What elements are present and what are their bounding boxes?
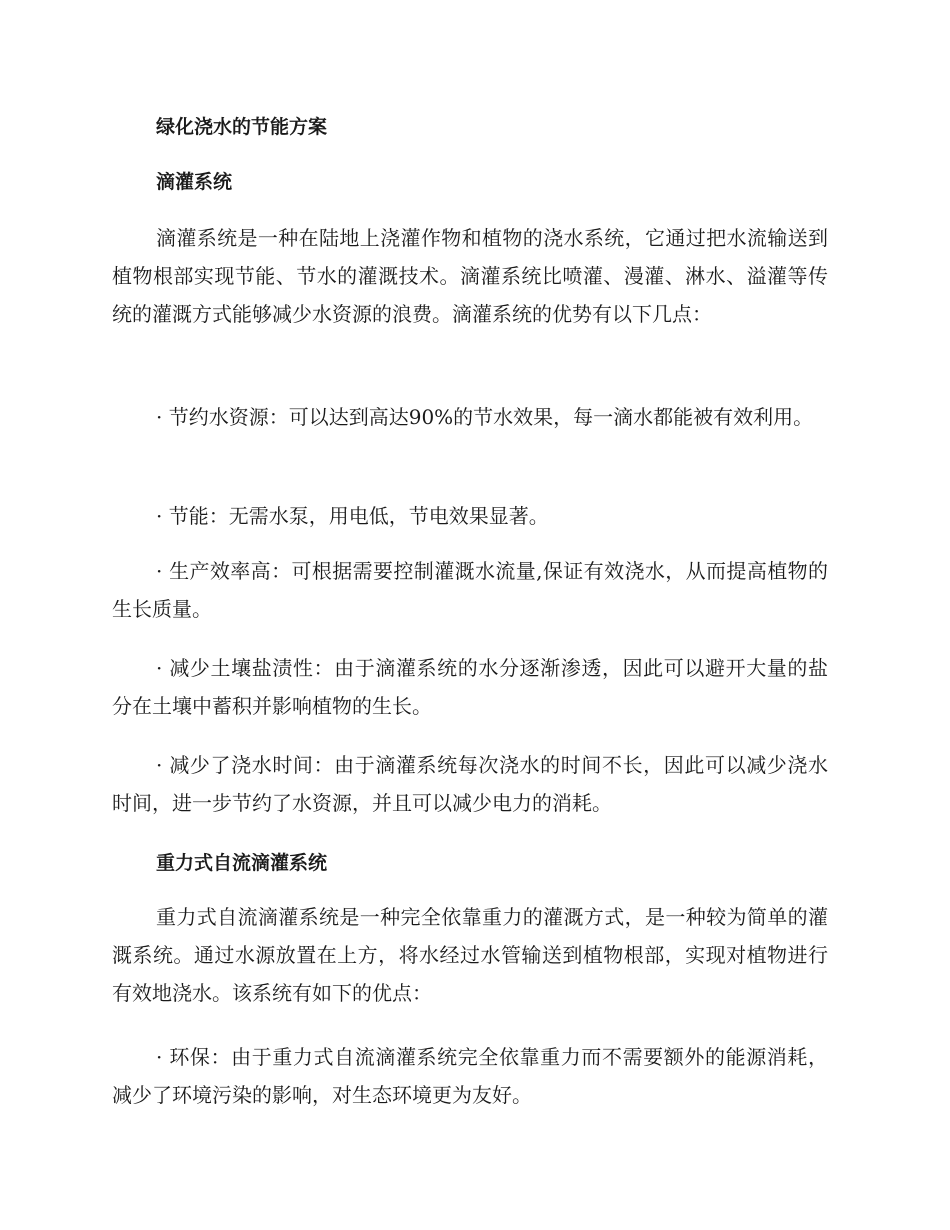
document-title: 绿化浇水的节能方案 — [156, 116, 328, 138]
bullet-save-water: · 节约水资源：可以达到高达90%的节水效果，每一滴水都能被有效利用。 — [156, 405, 814, 429]
bullet-high-efficiency: · 生产效率高：可根据需要控制灌溉水流量,保证有效浇水，从而提高植物的生长质量。 — [112, 559, 828, 621]
bullet-energy-saving: · 节能：无需水泵，用电低，节电效果显著。 — [156, 504, 549, 528]
section-heading-drip-irrigation: 滴灌系统 — [156, 171, 233, 193]
bullet-reduce-salinity: · 减少土壤盐渍性：由于滴灌系统的水分逐渐渗透，因此可以避开大量的盐分在土壤中蓄积并影响植物的生长。 — [112, 656, 828, 718]
section-intro-drip-irrigation: 滴灌系统是一种在陆地上浇灌作物和植物的浇水系统，它通过把水流输送到植物根部实现节能、节水的灌溉技术。滴灌系统比喷灌、漫灌、淋水、溢灌等传统的灌溉方式能够减少水资源的浪费。滴灌系统的优势有以下几点： — [112, 226, 828, 326]
bullet-environmental: · 环保：由于重力式自流滴灌系统完全依靠重力而不需要额外的能源消耗，减少了环境污染的影响，对生态环境更为友好。 — [112, 1045, 828, 1107]
section-heading-gravity-drip: 重力式自流滴灌系统 — [156, 852, 328, 874]
bullet-reduce-watering-time: · 减少了浇水时间：由于滴灌系统每次浇水的时间不长，因此可以减少浇水时间，进一步节约了水资源，并且可以减少电力的消耗。 — [112, 753, 828, 815]
section-intro-gravity-drip: 重力式自流滴灌系统是一种完全依靠重力的灌溉方式，是一种较为简单的灌溉系统。通过水源放置在上方，将水经过水管输送到植物根部，实现对植物进行有效地浇水。该系统有如下的优点： — [112, 905, 828, 1005]
